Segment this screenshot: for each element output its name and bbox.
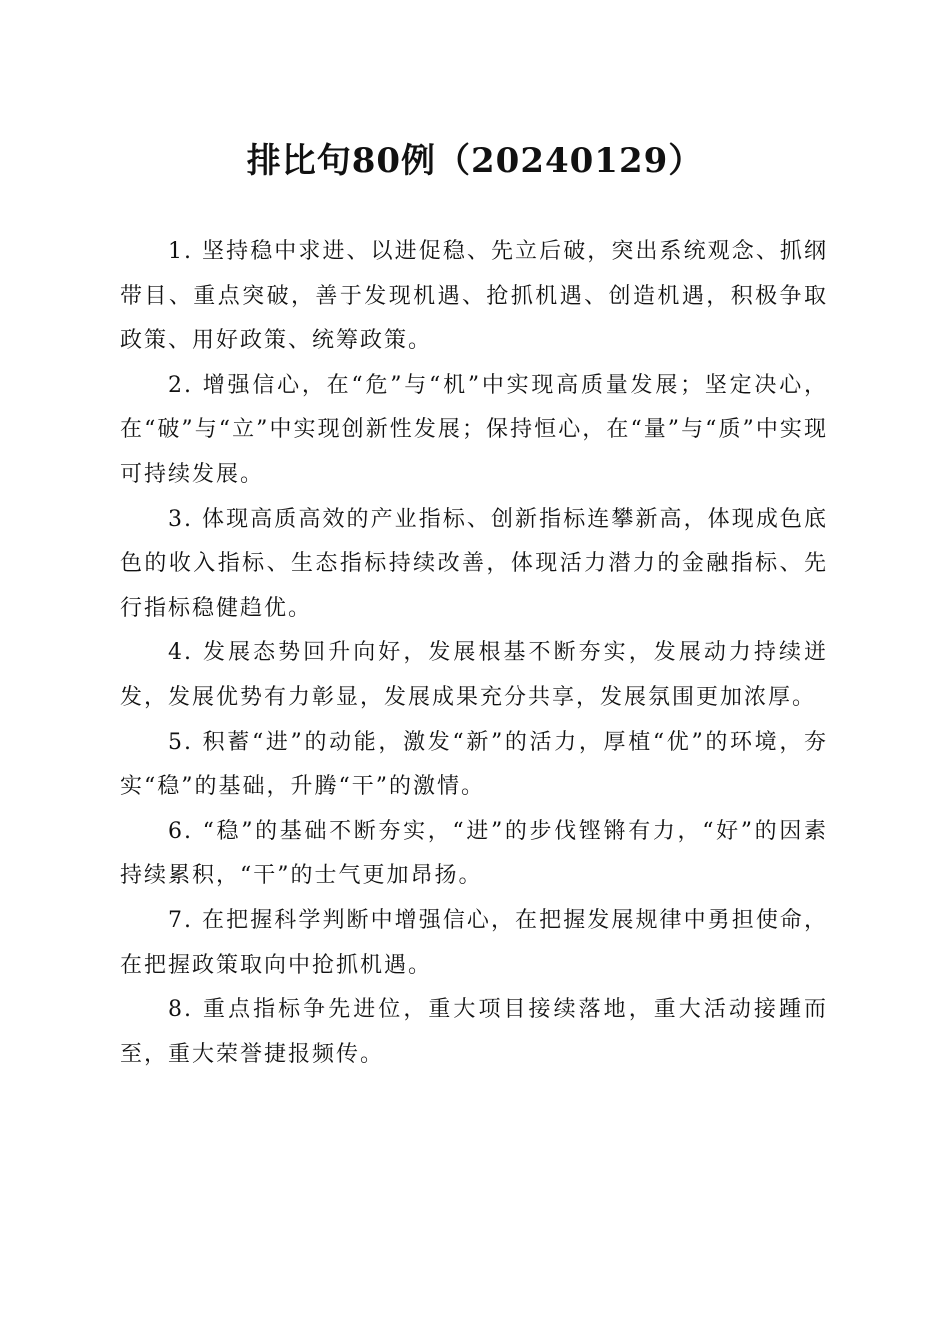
paragraph-2: 2. 增强信心，在“危”与“机”中实现高质量发展；坚定决心，在“破”与“立”中实现创新性发展；保持恒心，在“量”与“质”中实现可持续发展。 xyxy=(120,372,828,487)
document-title: 排比句80例（20240129） xyxy=(246,141,704,181)
document-body xyxy=(120,230,828,1077)
paragraph-8: 8. 重点指标争先进位，重大项目接续落地，重大活动接踵而至，重大荣誉捷报频传。 xyxy=(120,997,828,1067)
paragraph-5: 5. 积蓄“进”的动能，激发“新”的活力，厚植“优”的环境，夯实“稳”的基础，升腾“干”的激情。 xyxy=(120,729,828,800)
paragraph-6: 6. “稳”的基础不断夯实，“进”的步伐铿锵有力，“好”的因素持续累积，“干”的士气更加昂扬。 xyxy=(120,818,828,889)
paragraph-7: 7. 在把握科学判断中增强信心，在把握发展规律中勇担使命，在把握政策取向中抢抓机遇。 xyxy=(120,907,828,978)
paragraph-4: 4. 发展态势回升向好，发展根基不断夯实，发展动力持续迸发，发展优势有力彰显，发展成果充分共享，发展氛围更加浓厚。 xyxy=(120,640,828,710)
paragraph-1: 1. 坚持稳中求进、以进促稳、先立后破，突出系统观念、抓纲带目、重点突破，善于发现机遇、抢抓机遇、创造机遇，积极争取政策、用好政策、统筹政策。 xyxy=(120,239,828,354)
paragraph-3: 3. 体现高质高效的产业指标、创新指标连攀新高，体现成色底色的收入指标、生态指标持续改善，体现活力潜力的金融指标、先行指标稳健趋优。 xyxy=(120,506,828,621)
